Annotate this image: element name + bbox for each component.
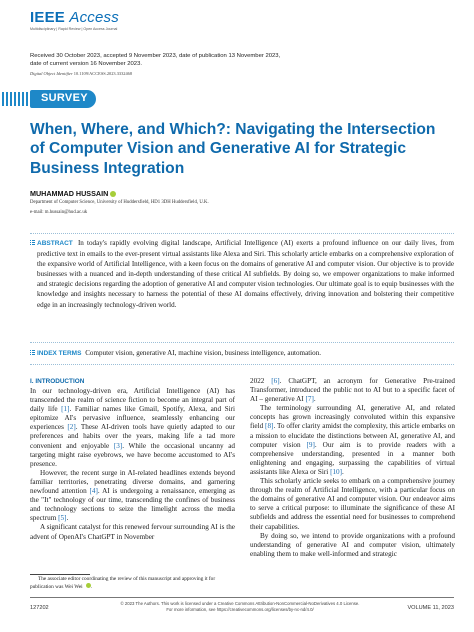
paragraph: By doing so, we intend to provide organizations with a profound understanding of generative AI and computer vision, ultimately enabling them to make well-informed and strategic — [250, 531, 455, 558]
journal-name: IEEE Access — [30, 9, 119, 26]
page-number: 127202 — [30, 605, 49, 611]
index-terms — [30, 348, 454, 359]
journal-tagline: Multidisciplinary | Rapid Review | Open Access Journal — [30, 27, 118, 31]
survey-badge — [0, 89, 100, 109]
paragraph: 2022 [6]. ChatGPT, an acronym for Generative Pre-trained Transformer, introduced the public not to AI but to a specific facet of AI – generative AI [7]. — [250, 377, 456, 404]
index-terms-label: INDEX TERMS — [37, 350, 82, 357]
doi-link[interactable]: 10.1109/ACCESS.2023.3332468 — [73, 71, 133, 76]
paper-title: When, Where, and Which?: Navigating the Intersection of Computer Vision and Generative AI for Strategic Business Integration — [30, 121, 436, 177]
editor-footnote: The associate editor coordinating the review of this manuscript and approving it for publication was Wei Wei . — [30, 576, 216, 591]
citation-link[interactable]: [9] — [306, 440, 315, 449]
abstract-label: ABSTRACT — [37, 240, 73, 247]
orcid-icon[interactable] — [110, 191, 116, 197]
journal-logo — [30, 9, 119, 31]
abstract-text: ABSTRACT In today's rapidly evolving digital landscape, Artificial Intelligence (AI) exerts a profound influence on our daily lives, from predictive text in emails to the ever-present virtual assistants like Alexa and Siri. This scholarly article embarks on a comprehensive exploration of the expansive world of Artificial Intelligence, with a keen focus on the domains of generative AI and computer vision. Our objective is to provide businesses with a nuanced and in-depth understanding of these critical AI subfields. By doing so, we empower organizations to make informed and strategic decisions regarding the adoption of generative AI and computer vision technologies. Our ultimate goal is to equip businesses with the knowledge and insights necessary to harness the potential of these AI domains effectively, driving innovation and bolstering their competitive edge in an increasingly technology-driven world. — [37, 239, 454, 309]
page-footer — [0, 600, 474, 622]
citation-link[interactable]: [1] — [61, 405, 70, 414]
author-affiliation: Department of Computer Science, University of Huddersfield, HD1 3DH Huddersfield, U.K. — [30, 200, 209, 205]
index-terms-text: INDEX TERMS Computer vision, generative AI, machine vision, business intelligence, automation. — [37, 349, 322, 357]
citation-link[interactable]: [4] — [89, 487, 98, 496]
citation-link[interactable]: [5] — [58, 514, 67, 523]
divider — [30, 342, 454, 343]
paragraph: A significant catalyst for this renewed fervour surrounding AI is the advent of OpenAI's ChatGPT in November — [30, 523, 235, 541]
abstract — [30, 238, 454, 310]
volume-label: VOLUME 11, 2023 — [407, 605, 454, 611]
grid-bullet-icon — [30, 350, 35, 355]
citation-link[interactable]: [3] — [113, 441, 123, 450]
grid-bullet-icon — [30, 240, 35, 245]
divider — [30, 233, 454, 234]
paragraph: In our technology-driven era, Artificial Intelligence (AI) has transcended the realm of science fiction to become an integral part of daily life [1]. Familiar names like Gmail, Spotify, Alexa, and Siri epitomize AI's pervasive influence, seamlessly enhancing our experiences [2]. These AI-driven tools have quietly adapted to our preferences and habits over the years, making life a tad more convenient and enjoyable [3]. While the occasional uncanny ad targeting might raise eyebrows, we have become accustomed to AI's presence. — [30, 387, 235, 468]
citation-link[interactable]: [2] — [67, 423, 76, 432]
paragraph: However, the recent surge in AI-related headlines extends beyond familiar territories, penetrating diverse domains, and garnering newfound attention [4]. AI is undergoing a renaissance, emerging as the "It" technology of our time, transcending the confines of business and technology sections to seize the limelight across the media spectrum [5]. — [30, 468, 235, 523]
citation-link[interactable]: [10] — [330, 467, 343, 476]
paragraph: The terminology surrounding AI, generative AI, and related concepts has grown increasingly convoluted within this expansive field [8]. To offer clarity amidst the complexity, this article embarks on a mission to elucidate the distinctions between AI, generative AI, and computer vision [9]. Our aim is to provide readers with a comprehensive understanding, presented in a manner both enlightening and engaging, surpassing the capabilities of virtual assistants like Alexa or Siri [10]. — [250, 404, 455, 476]
citation-link[interactable]: [8] — [265, 422, 274, 431]
publication-dates: Received 30 October 2023, accepted 9 November 2023, date of publication 13 November 2023, date of current version 16 November 2023. — [30, 53, 281, 67]
license-link[interactable]: For more information, see https://creativecommons.org/licenses/by-nc-nd/4.0/ — [166, 607, 314, 613]
footnote-rule — [30, 574, 90, 575]
author-name: MUHAMMAD HUSSAIN — [30, 189, 116, 198]
divider — [30, 364, 454, 365]
author-email[interactable]: e-mail: m.hussain@hud.ac.uk — [30, 210, 88, 215]
body-column-right — [250, 377, 455, 559]
footer-rule — [30, 597, 454, 598]
paragraph: This scholarly article seeks to embark on a comprehensive journey through the realm of Artificial Intelligence, with a particular focus on the domains of generative AI and computer vision. Our endeavor aims to serve a critical purpose: to illuminate the significance of these AI subfields and address the essential need for businesses to comprehend their capabilities. — [250, 477, 455, 531]
body-column-left — [30, 377, 235, 542]
citation-link[interactable]: [7] — [305, 395, 314, 404]
license-notice: © 2023 The Authors. This work is licensed under a Creative Commons Attribution-NonCommercial-NoDerivatives 4.0 License. For more information, see https://creativecommons.org/licenses/by-nc-nd/4.0/ — [120, 601, 360, 613]
survey-label: SURVEY — [41, 92, 88, 104]
citation-link[interactable]: [6] — [271, 377, 280, 385]
doi-line: Digital Object Identifier 10.1109/ACCESS.2023.3332468 — [30, 71, 133, 76]
section-heading: I. INTRODUCTION — [30, 378, 85, 385]
